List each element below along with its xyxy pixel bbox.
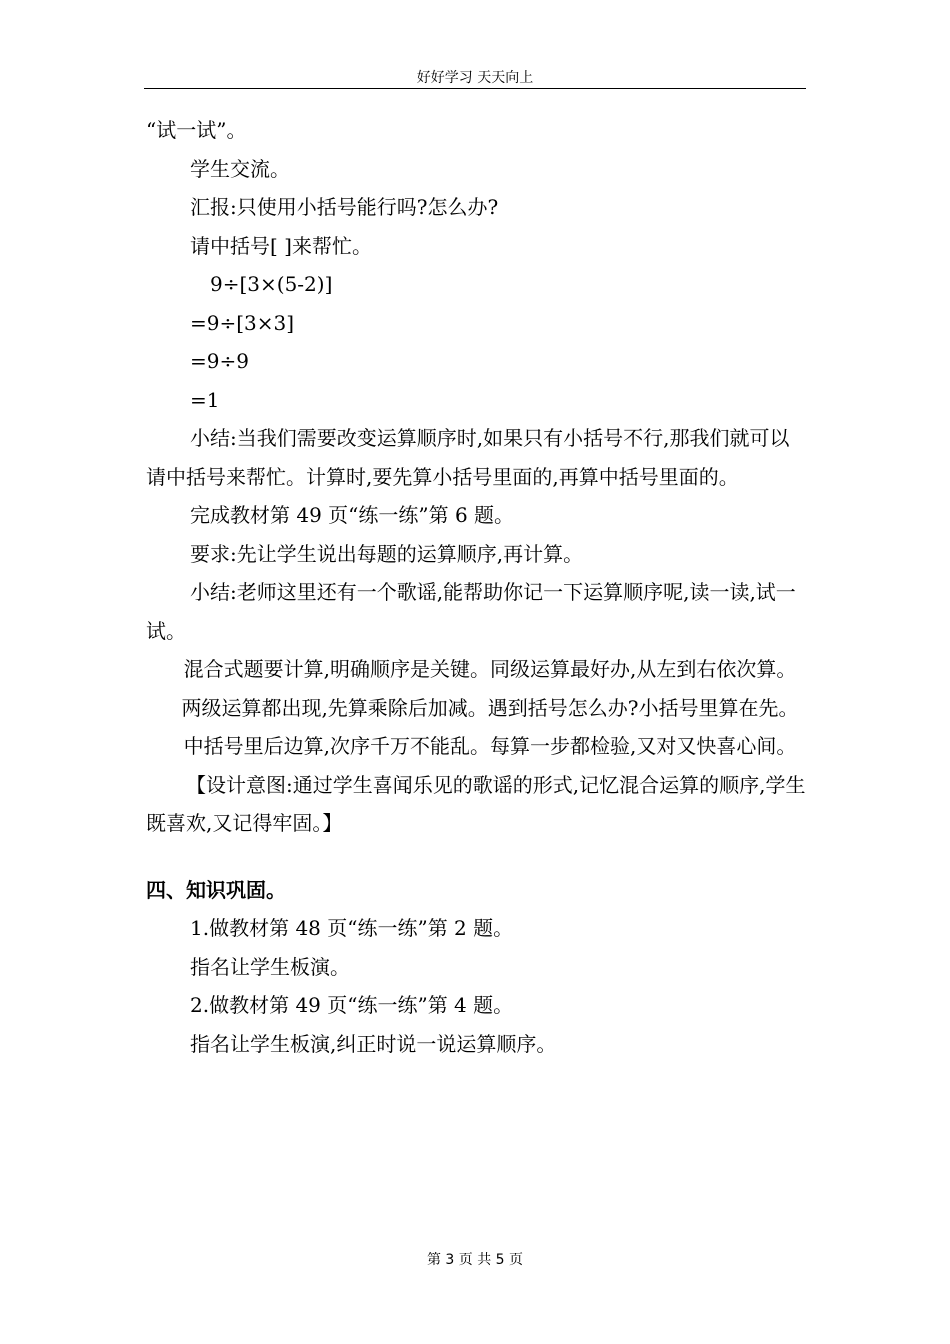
bracket-help: 请中括号[ ]来帮忙。 <box>190 233 372 258</box>
summary-song-intro: 小结:老师这里还有一个歌谣,能帮助你记一下运算顺序呢,读一读,试一试。 <box>146 580 796 643</box>
exercise-1-note: 指名让学生板演。 <box>190 954 350 979</box>
report-question: 汇报:只使用小括号能行吗?怎么办? <box>190 195 499 219</box>
song-verse-2: 两级运算都出现,先算乘除后加减。遇到括号怎么办?小括号里算在先。 <box>181 695 799 720</box>
calc-step-1: 9÷[3×(5-2)] <box>210 272 333 296</box>
calc-step-4: =1 <box>190 387 220 412</box>
document-body <box>146 111 808 1063</box>
page-footer: 第 3 页 共 5 页 <box>426 1252 524 1268</box>
calc-step-2: =9÷[3×3] <box>190 310 295 335</box>
exercise-2-note: 指名让学生板演,纠正时说一说运算顺序。 <box>190 1031 557 1056</box>
summary-brackets: 小结:当我们需要改变运算顺序时,如果只有小括号不行,那我们就可以请中括号来帮忙。计算时,要先算小括号里面的,再算中括号里面的。 <box>146 426 790 489</box>
calc-step-3: =9÷9 <box>190 349 249 373</box>
header-divider <box>144 88 806 89</box>
requirement: 要求:先让学生说出每题的运算顺序,再计算。 <box>190 541 584 566</box>
try-it-line: “试一试”。 <box>146 118 247 142</box>
page-header: 好好学习 天天向上 <box>416 70 534 86</box>
exercise-2: 2.做教材第 49 页“练一练”第 4 题。 <box>190 993 514 1017</box>
student-exchange: 学生交流。 <box>190 156 290 181</box>
section-heading-consolidation: 四、知识巩固。 <box>146 877 286 902</box>
textbook-exercise-6: 完成教材第 49 页“练一练”第 6 题。 <box>190 503 515 527</box>
exercise-1: 1.做教材第 48 页“练一练”第 2 题。 <box>190 916 514 940</box>
song-verse-3: 中括号里后边算,次序千万不能乱。每算一步都检验,又对又快喜心间。 <box>183 734 797 758</box>
song-verse-1: 混合式题要计算,明确顺序是关键。同级运算最好办,从左到右依次算。 <box>183 657 797 681</box>
design-intent: 【设计意图:通过学生喜闻乐见的歌谣的形式,记忆混合运算的顺序,学生既喜欢,又记得牢固。】 <box>146 772 806 835</box>
